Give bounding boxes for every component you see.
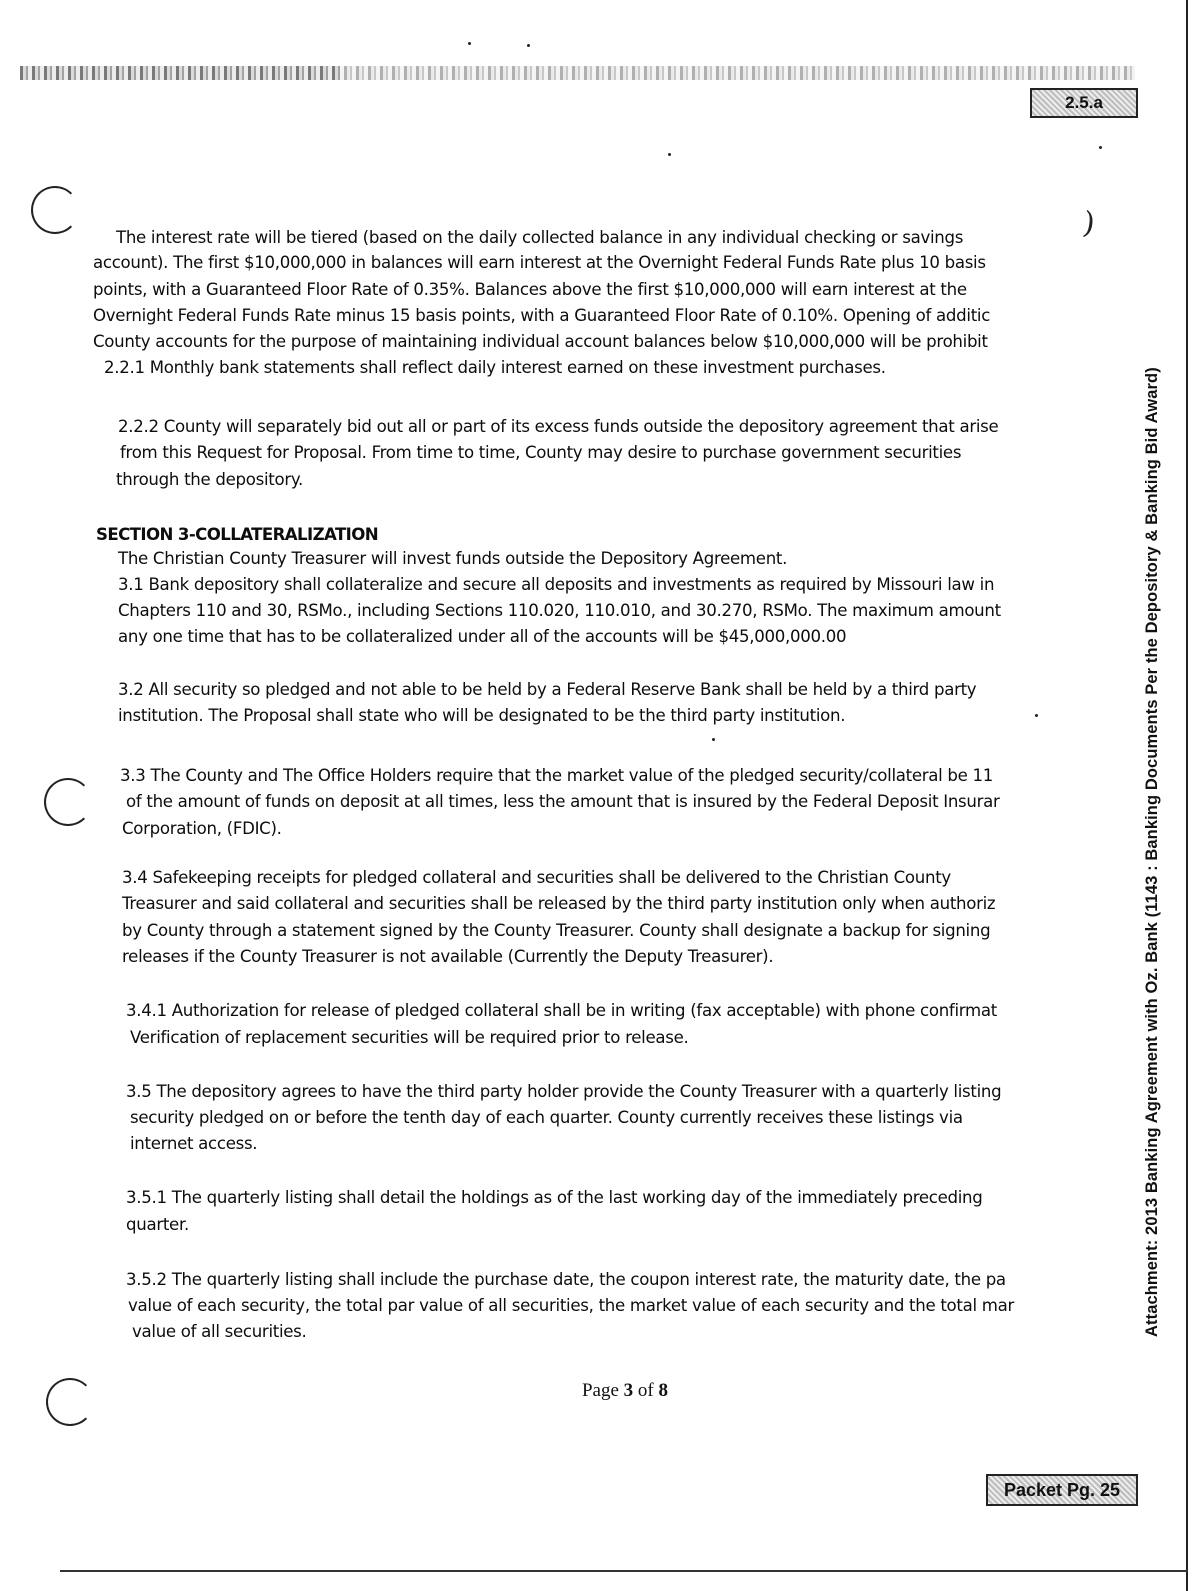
body-line: 3.5.1 The quarterly listing shall detail the holdings as of the last working day of the immediately preceding [126,1188,983,1207]
body-line: The Christian County Treasurer will invest funds outside the Depository Agreement. [118,549,788,568]
body-line: 3.4.1 Authorization for release of pledged collateral shall be in writing (fax acceptable) with phone confirmat [126,1001,997,1020]
punch-hole-icon [46,1378,94,1426]
body-line: value of all securities. [132,1322,307,1341]
body-line: 2.2.1 Monthly bank statements shall reflect daily interest earned on these investment purchases. [104,358,886,377]
body-line: 3.5 The depository agrees to have the third party holder provide the County Treasurer with a quarterly listing [126,1082,1002,1101]
punch-hole-icon [31,186,79,234]
body-line: 3.2 All security so pledged and not able to be held by a Federal Reserve Bank shall be held by a third party [118,680,977,699]
page-current: 3 [623,1380,634,1401]
scan-speck [712,738,715,741]
scan-speck [527,44,530,47]
scan-speck [468,42,471,45]
body-line: 3.1 Bank depository shall collateralize and secure all deposits and investments as required by Missouri law in [118,575,995,594]
scan-speck [1099,146,1102,149]
body-line: security pledged on or before the tenth day of each quarter. County currently receives these listings via [130,1108,963,1127]
punch-hole-icon [44,778,92,826]
page-number [560,1380,690,1402]
scan-speck [1035,714,1038,717]
page-middle: of [633,1380,659,1401]
body-line: from this Request for Proposal. From time to time, County may desire to purchase government securities [120,443,962,462]
body-line: of the amount of funds on deposit at all times, less the amount that is insured by the Federal Deposit Insurar [126,792,1000,811]
body-line: any one time that has to be collateralized under all of the accounts will be $45,000,000.00 [118,627,847,646]
body-line: by County through a statement signed by the County Treasurer. County shall designate a backup for signing [122,921,991,940]
body-line: institution. The Proposal shall state who will be designated to be the third party institution. [118,706,846,725]
body-line: Overnight Federal Funds Rate minus 15 basis points, with a Guaranteed Floor Rate of 0.10%. Opening of additic [93,306,991,325]
body-line: Chapters 110 and 30, RSMo., including Sections 110.020, 110.010, and 30.270, RSMo. The maximum amount [118,601,1001,620]
body-line: through the depository. [116,470,303,489]
body-line: internet access. [130,1134,258,1153]
page-edge [1186,0,1188,1591]
body-line: County accounts for the purpose of maintaining individual account balances below $10,000,000 will be prohibit [93,332,988,351]
body-line: 3.5.2 The quarterly listing shall include the purchase date, the coupon interest rate, the maturity date, the pa [126,1270,1006,1289]
body-line: Treasurer and said collateral and securities shall be released by the third party institution only when authoriz [122,894,996,913]
body-line: 3.4 Safekeeping receipts for pledged collateral and securities shall be delivered to the Christian County [122,868,951,887]
body-line: Verification of replacement securities will be required prior to release. [130,1028,689,1047]
section-heading: SECTION 3-COLLATERALIZATION [96,525,379,544]
body-line: 3.3 The County and The Office Holders require that the market value of the pledged security/collateral be 11 [120,766,994,785]
body-line: account). The first $10,000,000 in balances will earn interest at the Overnight Federal Funds Rate plus 10 basis [93,253,986,272]
page-prefix: Page [581,1380,624,1401]
body-line: quarter. [126,1215,189,1234]
scan-artifact-band-dark [20,66,340,80]
scan-speck [668,153,671,156]
body-line: value of each security, the total par value of all securities, the market value of each security and the total mar [128,1296,1015,1315]
packet-page-stamp: Packet Pg. 25 [986,1474,1138,1506]
page-total: 8 [658,1380,668,1401]
handwritten-mark-icon: ) [1080,205,1098,242]
page-edge-bottom [60,1570,1188,1572]
body-line: 2.2.2 County will separately bid out all or part of its excess funds outside the depository agreement that arise [118,417,999,436]
body-line: releases if the County Treasurer is not available (Currently the Deputy Treasurer). [122,947,774,966]
body-line: Corporation, (FDIC). [122,819,282,838]
agenda-item-stamp: 2.5.a [1030,88,1138,118]
body-line: The interest rate will be tiered (based on the daily collected balance in any individual checking or savings [116,228,964,247]
attachment-side-label: Attachment: 2013 Banking Agreement with Oz. Bank (1143 : Banking Documents Per the Depository & Banking Bid Award) [1143,367,1161,1337]
body-line: points, with a Guaranteed Floor Rate of 0.35%. Balances above the first $10,000,000 will earn interest at the [93,280,967,299]
